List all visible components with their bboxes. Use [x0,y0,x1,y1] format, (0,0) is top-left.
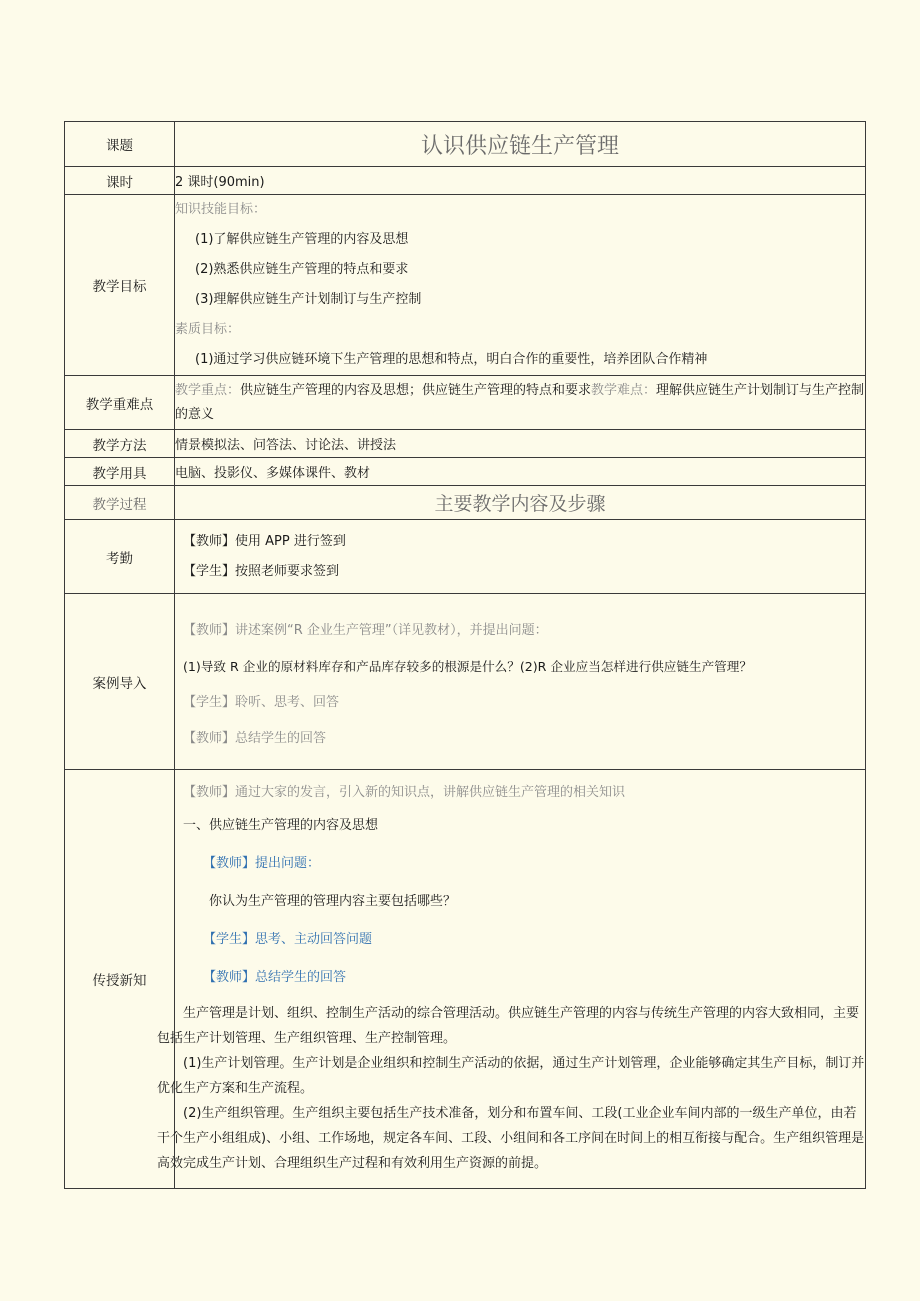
knowledge-goal-item: (3)理解供应链生产计划制订与生产控制 [195,292,422,307]
nk-paragraph: (2)生产组织管理。生产组织主要包括生产技术准备，划分和布置车间、工段(工业企业车间内部的一级生产单位，由若干个生产小组组成)、小组、工作场地，规定各车间、工段、小组间和各工序间在时间上的相互衔接与配合。生产组织管理是高效完成生产计划、合理组织生产过程和有效利用生产资源的前提。 [157,1106,865,1171]
row-hours [65,167,866,195]
label-methods: 教学方法 [65,430,175,458]
row-topic [65,122,866,167]
case-question: (1)导致 R 企业的原材料库存和产品库存较多的根源是什么？(2)R 企业应当怎样进行供应链生产管理？ [183,658,752,674]
row-case [65,594,866,770]
label-goals: 教学目标 [65,195,175,376]
label-case: 案例导入 [65,594,175,770]
case-teacher-summary: 【教师】总结学生的回答 [183,730,327,746]
nk-intro: 【教师】通过大家的发言，引入新的知识点，讲解供应链生产管理的相关知识 [183,785,626,800]
attendance-line: 【教师】使用 APP 进行签到 [183,533,346,549]
row-tools [65,458,866,486]
hard-point-label: 教学难点： [591,382,657,398]
process-header-value: 主要教学内容及步骤 [175,486,866,520]
lesson-title: 认识供应链生产管理 [175,122,866,167]
quality-goal-item: (1)通过学习供应链环境下生产管理的思想和特点，明白合作的重要性，培养团队合作精神 [195,352,708,367]
goals-content [175,195,866,376]
label-keypoints: 教学重难点 [65,376,175,430]
nk-paragraph: 生产管理是计划、组织、控制生产活动的综合管理活动。供应链生产管理的内容与传统生产管理的内容大致相同，主要包括生产计划管理、生产组织管理、生产控制管理。 [157,1006,860,1046]
nk-question: 你认为生产管理的管理内容主要包括哪些？ [209,894,457,909]
case-teacher-intro: 【教师】讲述案例“R 企业生产管理”（详见教材），并提出问题： [183,622,548,638]
methods-value: 情景模拟法、问答法、讨论法、讲授法 [175,430,866,458]
nk-teacher-ask: 【教师】提出问题： [203,856,321,871]
keypoints-content [175,376,866,430]
label-topic: 课题 [65,122,175,167]
nk-summary: 【教师】总结学生的回答 [203,970,347,985]
key-point-text: 供应链生产管理的内容及思想；供应链生产管理的特点和要求 [240,382,592,398]
new-knowledge-content [157,770,866,1189]
case-content [175,594,866,770]
lesson-plan-table [64,121,866,1189]
knowledge-goal-item: (2)熟悉供应链生产管理的特点和要求 [195,262,409,277]
hours-value: 2 课时(90min) [175,167,866,195]
attendance-line: 【学生】按照老师要求签到 [183,563,340,579]
row-methods [65,430,866,458]
nk-paragraph: (1)生产计划管理。生产计划是企业组织和控制生产活动的依据，通过生产计划管理，企业能够确定其生产目标，制订并优化生产方案和生产流程。 [157,1056,865,1096]
nk-section-title: 一、供应链生产管理的内容及思想 [183,818,379,833]
case-student: 【学生】聆听、思考、回答 [183,694,340,710]
row-goals [65,195,866,376]
key-point-label: 教学重点： [175,382,241,398]
quality-goal-title: 素质目标： [175,322,241,337]
nk-student: 【学生】思考、主动回答问题 [203,932,373,947]
label-tools: 教学用具 [65,458,175,486]
label-new-knowledge: 传授新知 [65,770,175,1189]
row-attendance [65,520,866,594]
label-attendance: 考勤 [65,520,175,594]
row-process-header [65,486,866,520]
tools-value: 电脑、投影仪、多媒体课件、教材 [175,458,866,486]
hard-point-text: 理解供应链生产计划制订与生产控制的意义 [175,382,865,422]
row-new-knowledge [65,770,866,1189]
knowledge-goal-item: (1)了解供应链生产管理的内容及思想 [195,232,409,247]
process-header-label: 教学过程 [65,486,175,520]
attendance-content [175,520,866,594]
row-keypoints [65,376,866,430]
knowledge-goal-title: 知识技能目标： [175,202,267,217]
label-hours: 课时 [65,167,175,195]
